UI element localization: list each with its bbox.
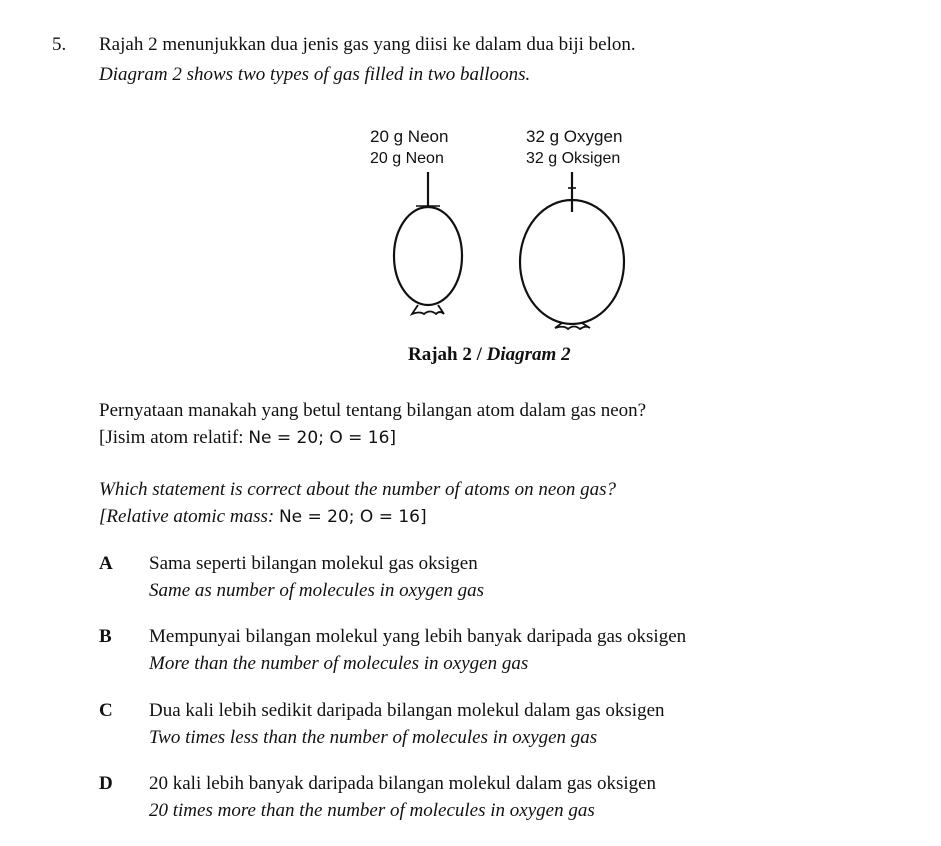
option-text-malay: Dua kali lebih sedikit daripada bilangan molekul dalam gas oksigen — [149, 700, 665, 721]
question-number: 5. — [52, 34, 67, 55]
option-text-malay: 20 kali lebih banyak daripada bilangan molekul dalam gas oksigen — [149, 773, 657, 794]
option-letter: A — [99, 553, 113, 574]
relative-mass-values-english: Ne = 20; O = 16] — [278, 507, 427, 527]
relative-mass-values-malay: Ne = 20; O = 16] — [248, 428, 397, 448]
neon-balloon — [394, 172, 462, 314]
oxygen-label-malay: 32 g Oksigen — [526, 150, 621, 167]
question-stem-english: Diagram 2 shows two types of gas filled in two balloons. — [99, 64, 531, 85]
diagram-caption — [408, 344, 571, 366]
question-stem-malay: Rajah 2 menunjukkan dua jenis gas yang diisi ke dalam dua biji belon. — [99, 34, 636, 55]
option-text-english: Two times less than the number of molecules in oxygen gas — [149, 727, 598, 748]
neon-label-malay: 20 g Neon — [370, 150, 444, 167]
caption-english: Diagram 2 — [486, 344, 571, 365]
option-letter: B — [99, 626, 112, 647]
option-letter: D — [99, 773, 113, 794]
relative-mass-malay — [99, 427, 396, 449]
prompt-malay: Pernyataan manakah yang betul tentang bilangan atom dalam gas neon? — [99, 400, 647, 421]
option-text-malay: Sama seperti bilangan molekul gas oksigen — [149, 553, 478, 574]
oxygen-label-english: 32 g Oxygen — [526, 127, 623, 146]
oxygen-balloon — [520, 172, 624, 329]
neon-label-english: 20 g Neon — [370, 127, 449, 146]
option-text-english: More than the number of molecules in oxygen gas — [149, 653, 529, 674]
option-text-malay: Mempunyai bilangan molekul yang lebih banyak daripada gas oksigen — [149, 626, 687, 647]
relative-mass-english — [99, 506, 427, 528]
prompt-english: Which statement is correct about the number of atoms on neon gas? — [99, 479, 616, 500]
relative-mass-label-english: [Relative atomic mass: — [99, 506, 279, 527]
caption-malay: Rajah 2 / — [408, 344, 487, 365]
balloons-diagram — [360, 168, 650, 338]
option-letter: C — [99, 700, 113, 721]
option-text-english: Same as number of molecules in oxygen gas — [149, 580, 485, 601]
option-text-english: 20 times more than the number of molecules in oxygen gas — [149, 800, 595, 821]
relative-mass-label-malay: [Jisim atom relatif: — [99, 427, 249, 448]
